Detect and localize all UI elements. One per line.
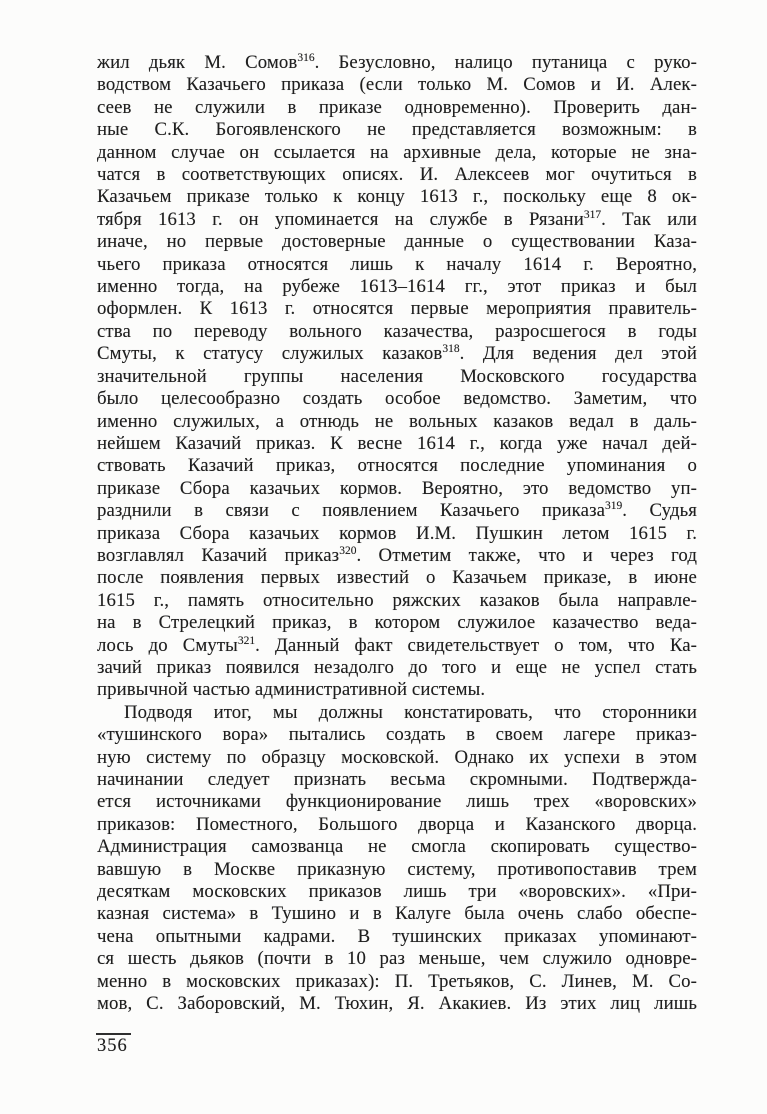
text-line: значительной группы населения Московского государства bbox=[97, 365, 697, 387]
text-line: Подводя итог, мы должны констатировать, что сторонники bbox=[124, 701, 697, 723]
footnote-ref: 316 bbox=[297, 52, 315, 64]
text-line: жил дьяк М. Сомов$^{316}$. Безусловно, налицо путаница с руко- bbox=[97, 52, 697, 73]
text-line: разднили в связи с появлением Казачьего приказа$^{319}$. Судья bbox=[97, 500, 697, 522]
text-line: ся шесть дьяков (почти в 10 раз меньше, чем служило одновре- bbox=[97, 948, 697, 970]
text-line: приказов: Поместного, Большого дворца и Казанского дворца. bbox=[97, 813, 697, 835]
text-line: на в Стрелецкий приказ, в котором служилое казачество веда- bbox=[97, 612, 697, 634]
text-line: чена опытными кадрами. В тушинских приказах упоминают- bbox=[97, 925, 697, 947]
text-line: именно тогда, на рубеже 1613–1614 гг., этот приказ и был bbox=[97, 276, 697, 298]
text-line: было целесообразно создать особое ведомство. Заметим, что bbox=[97, 388, 697, 410]
text-line: оформлен. К 1613 г. относятся первые мероприятия правитель- bbox=[97, 298, 697, 320]
text-line: ную систему по образцу московской. Однако их успехи в этом bbox=[97, 746, 697, 768]
text-line: Смуты, к статусу служилых казаков$^{318}$. Для ведения дел этой bbox=[97, 343, 697, 365]
text-line: именно служилых, а отнюдь не вольных казаков ведал в даль- bbox=[97, 410, 697, 432]
text-line: сеев не служили в приказе одновременно). Проверить дан- bbox=[97, 96, 697, 118]
text-line: водством Казачьего приказа (если только М. Сомов и И. Алек- bbox=[97, 74, 697, 96]
text-line: Казачьем приказе только к концу 1613 г., поскольку еще 8 ок- bbox=[97, 186, 697, 208]
text-line: чьего приказа относятся лишь к началу 1614 г. Вероятно, bbox=[97, 253, 697, 275]
page-number bbox=[97, 1033, 131, 1057]
text-line: ствовать Казачий приказ, относятся последние упоминания о bbox=[97, 455, 697, 477]
text-line: нейшем Казачий приказ. К весне 1614 г., когда уже начал дей- bbox=[97, 432, 697, 454]
footnote-ref: 320 bbox=[339, 544, 357, 557]
footnote-ref: 318 bbox=[442, 343, 460, 356]
text-line: привычной частью административной системы. bbox=[97, 679, 486, 701]
text-line: Администрация самозванца не смогла скопировать существо- bbox=[97, 836, 697, 858]
text-line: ные С.К. Богоявленского не представляется возможным: в bbox=[97, 119, 697, 141]
text-line: ется источниками функционирование лишь трех «воровских» bbox=[97, 791, 697, 813]
text-line: менно в московских приказах): П. Третьяков, С. Линев, М. Со- bbox=[97, 970, 697, 992]
text-line: начинании следует признать весьма скромными. Подтвержда- bbox=[97, 769, 697, 790]
text-line: приказе Сбора казачьих кормов. Вероятно, это ведомство уп- bbox=[97, 477, 697, 499]
text-line: ства по переводу вольного казачества, разросшегося в годы bbox=[97, 320, 697, 342]
text-line: тября 1613 г. он упоминается на службе в Рязани$^{317}$. Так или bbox=[97, 208, 697, 230]
text-line: лось до Смуты$^{321}$. Данный факт свидетельствует о том, что Ка- bbox=[97, 634, 697, 656]
text-line: чатся в соответствующих описях. И. Алексеев мог очутиться в bbox=[97, 164, 697, 186]
text-line: приказа Сбора казачьих кормов И.М. Пушкин летом 1615 г. bbox=[97, 522, 697, 544]
footnote-ref: 321 bbox=[237, 634, 256, 647]
text-line: 1615 г., память относительно ряжских казаков была направле- bbox=[97, 589, 697, 611]
footnote-ref: 319 bbox=[605, 500, 623, 513]
text-line: возглавлял Казачий приказ$^{320}$. Отметим также, что и через год bbox=[97, 544, 697, 566]
text-line: мов, С. Заборовский, М. Тюхин, Я. Акакиев. Из этих лиц лишь bbox=[97, 993, 697, 1015]
text-line: десяткам московских приказов лишь три «воровских». «При- bbox=[97, 881, 697, 903]
footnote-ref: 317 bbox=[583, 208, 602, 221]
text-line: после появления первых известий о Казачьем приказе, в июне bbox=[97, 567, 697, 589]
text-line: «тушинского вора» пытались создать в своем лагере приказ- bbox=[97, 724, 697, 746]
text-line: данном случае он ссылается на архивные дела, которые не зна- bbox=[97, 141, 697, 163]
text-line: зачий приказ появился незадолго до того и еще не успел стать bbox=[97, 656, 697, 678]
text-line: вавшую в Москве приказную систему, противопоставив трем bbox=[97, 858, 697, 880]
page-text bbox=[97, 52, 697, 1015]
text-line: казная система» в Тушино и в Калуге была очень слабо обеспе- bbox=[97, 903, 697, 925]
page-number-value: 356 bbox=[96, 1033, 131, 1057]
text-line: иначе, но первые достоверные данные о существовании Каза- bbox=[97, 231, 697, 253]
